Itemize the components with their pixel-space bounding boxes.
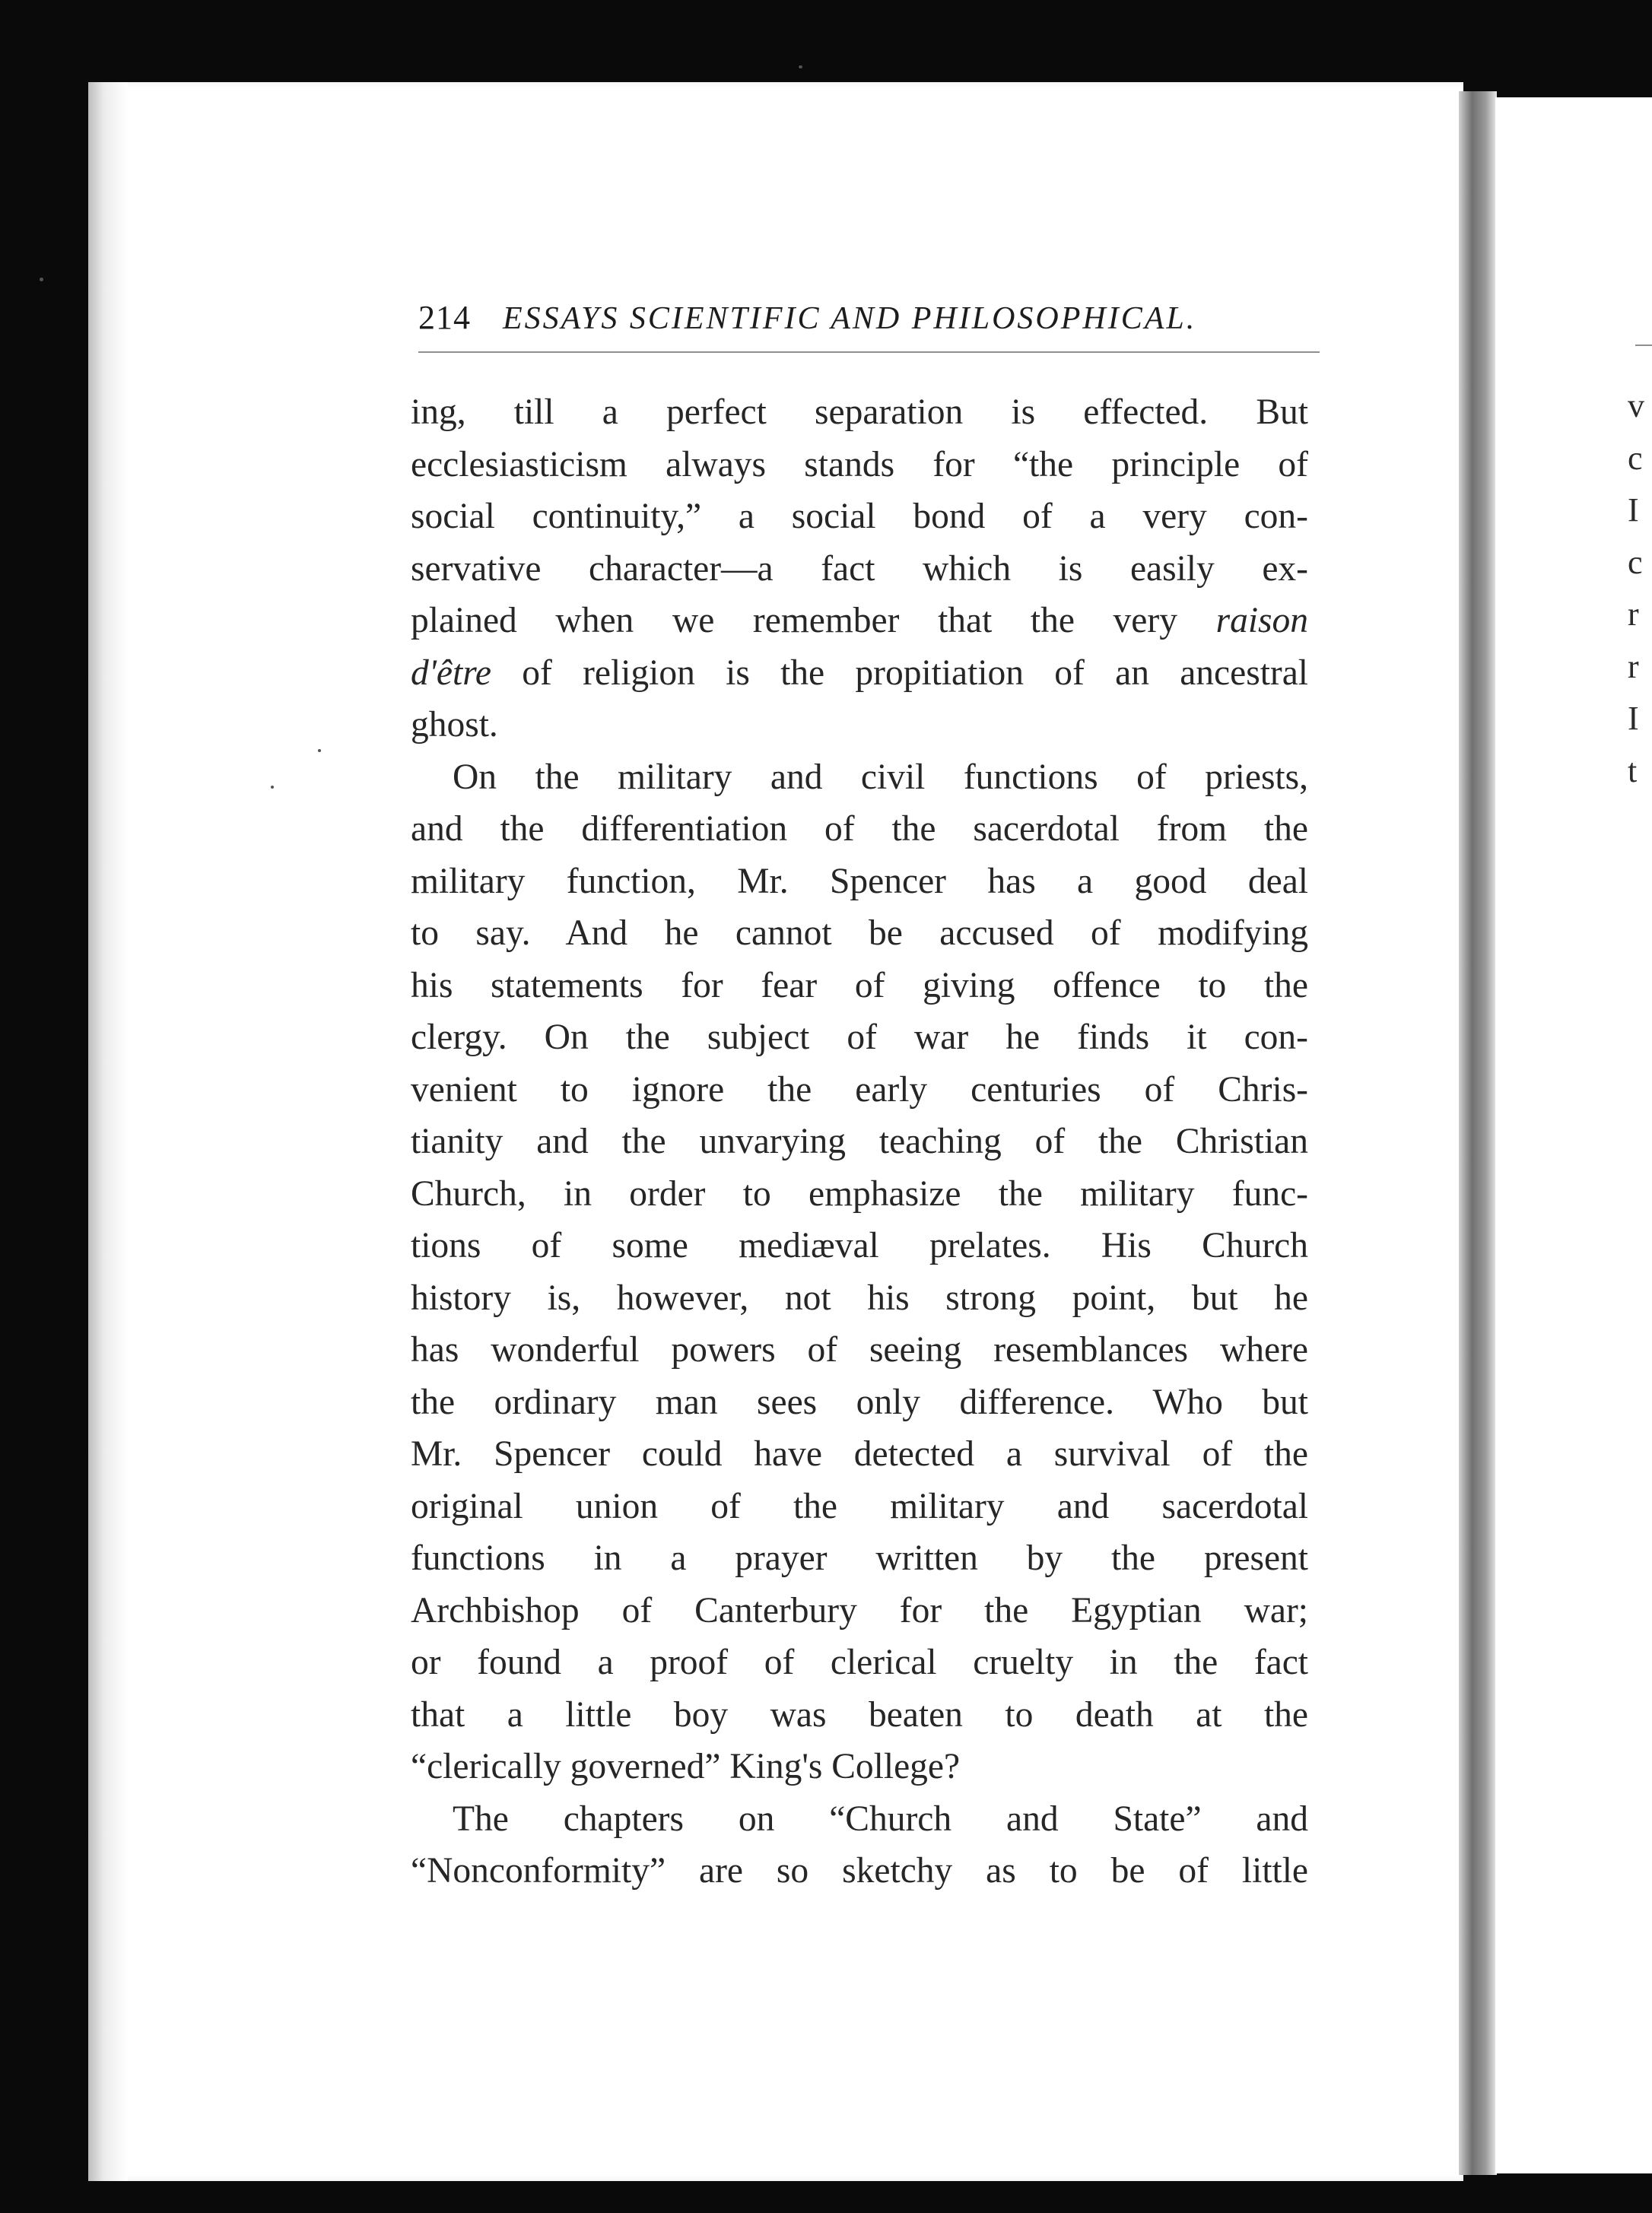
scan-speck: [40, 278, 43, 281]
text-line: tianity and the unvarying teaching of the Christian: [411, 1122, 1308, 1161]
text-line-with-italic: [411, 647, 1308, 700]
scan-speck: [271, 786, 274, 789]
facing-letter: t: [1628, 751, 1638, 789]
text-line: clergy. On the subject of war he finds it con-: [411, 1018, 1308, 1057]
running-title: ESSAYS SCIENTIFIC AND PHILOSOPHICAL.: [503, 301, 1197, 336]
text-line: social continuity,” a social bond of a very con-: [411, 497, 1308, 536]
facing-letter: c: [1628, 439, 1643, 477]
scan-speck: [799, 65, 802, 68]
facing-letter: v: [1628, 387, 1644, 424]
text-line: that a little boy was beaten to death at the: [411, 1694, 1308, 1735]
running-head: [418, 298, 1289, 337]
text-line: Church, in order to emphasize the military func-: [411, 1173, 1308, 1214]
text-line: servative character—a fact which is easily ex-: [411, 548, 1308, 589]
text-line: Archbishop of Canterbury for the Egyptian war;: [411, 1590, 1308, 1630]
text-line: venient to ignore the early centuries of Chris-: [411, 1069, 1308, 1110]
text-line: “Nonconformity” are so sketchy as to be of little: [411, 1851, 1308, 1891]
text-line: to say. And he cannot be accused of modifying: [411, 913, 1308, 953]
text-line: or found a proof of clerical cruelty in the fact: [411, 1643, 1308, 1682]
text-line: history is, however, not his strong point, but he: [411, 1278, 1308, 1318]
book-gutter: [1459, 91, 1497, 2175]
text-line: The chapters on “Church and State” and: [453, 1799, 1308, 1839]
text-line: functions in a prayer written by the present: [411, 1538, 1308, 1578]
running-head-rule: [418, 351, 1320, 353]
page-number: 214: [418, 299, 471, 336]
text-line: the ordinary man sees only difference. Who but: [411, 1382, 1308, 1422]
text-line: ghost.: [411, 705, 498, 745]
text-line: and the differentiation of the sacerdotal from the: [411, 809, 1308, 849]
facing-letter: r: [1628, 647, 1639, 685]
text-line: Mr. Spencer could have detected a survival of the: [411, 1434, 1308, 1474]
text-line: On the military and civil functions of priests,: [453, 757, 1308, 797]
facing-page-text-fragments: [1628, 380, 1644, 797]
text-line-segment: plained when we remember that the very: [411, 601, 1216, 640]
text-line: tions of some mediæval prelates. His Church: [411, 1226, 1308, 1265]
body-text: [411, 386, 1308, 1897]
text-line: has wonderful powers of seeing resemblances where: [411, 1330, 1308, 1370]
facing-letter: r: [1628, 595, 1639, 633]
text-line: original union of the military and sacerdotal: [411, 1486, 1308, 1526]
italic-phrase: raison: [1215, 601, 1308, 640]
text-line: his statements for fear of giving offence to the: [411, 965, 1308, 1005]
scan-speck: [318, 749, 321, 752]
facing-letter: c: [1628, 543, 1643, 581]
text-line: ing, till a perfect separation is effected. But: [411, 392, 1308, 432]
facing-page-rule: [1635, 344, 1652, 346]
italic-phrase: d'être: [411, 652, 491, 693]
text-line: “clerically governed” King's College?: [411, 1747, 961, 1786]
facing-letter: I: [1628, 700, 1639, 737]
facing-letter: I: [1628, 491, 1639, 529]
text-line-with-italic: [411, 595, 1308, 647]
text-line: military function, Mr. Spencer has a good deal: [411, 861, 1308, 901]
text-line-segment: of religion is the propitiation of an ancestral: [522, 652, 1309, 693]
text-line: ecclesiasticism always stands for “the principle of: [411, 444, 1308, 484]
